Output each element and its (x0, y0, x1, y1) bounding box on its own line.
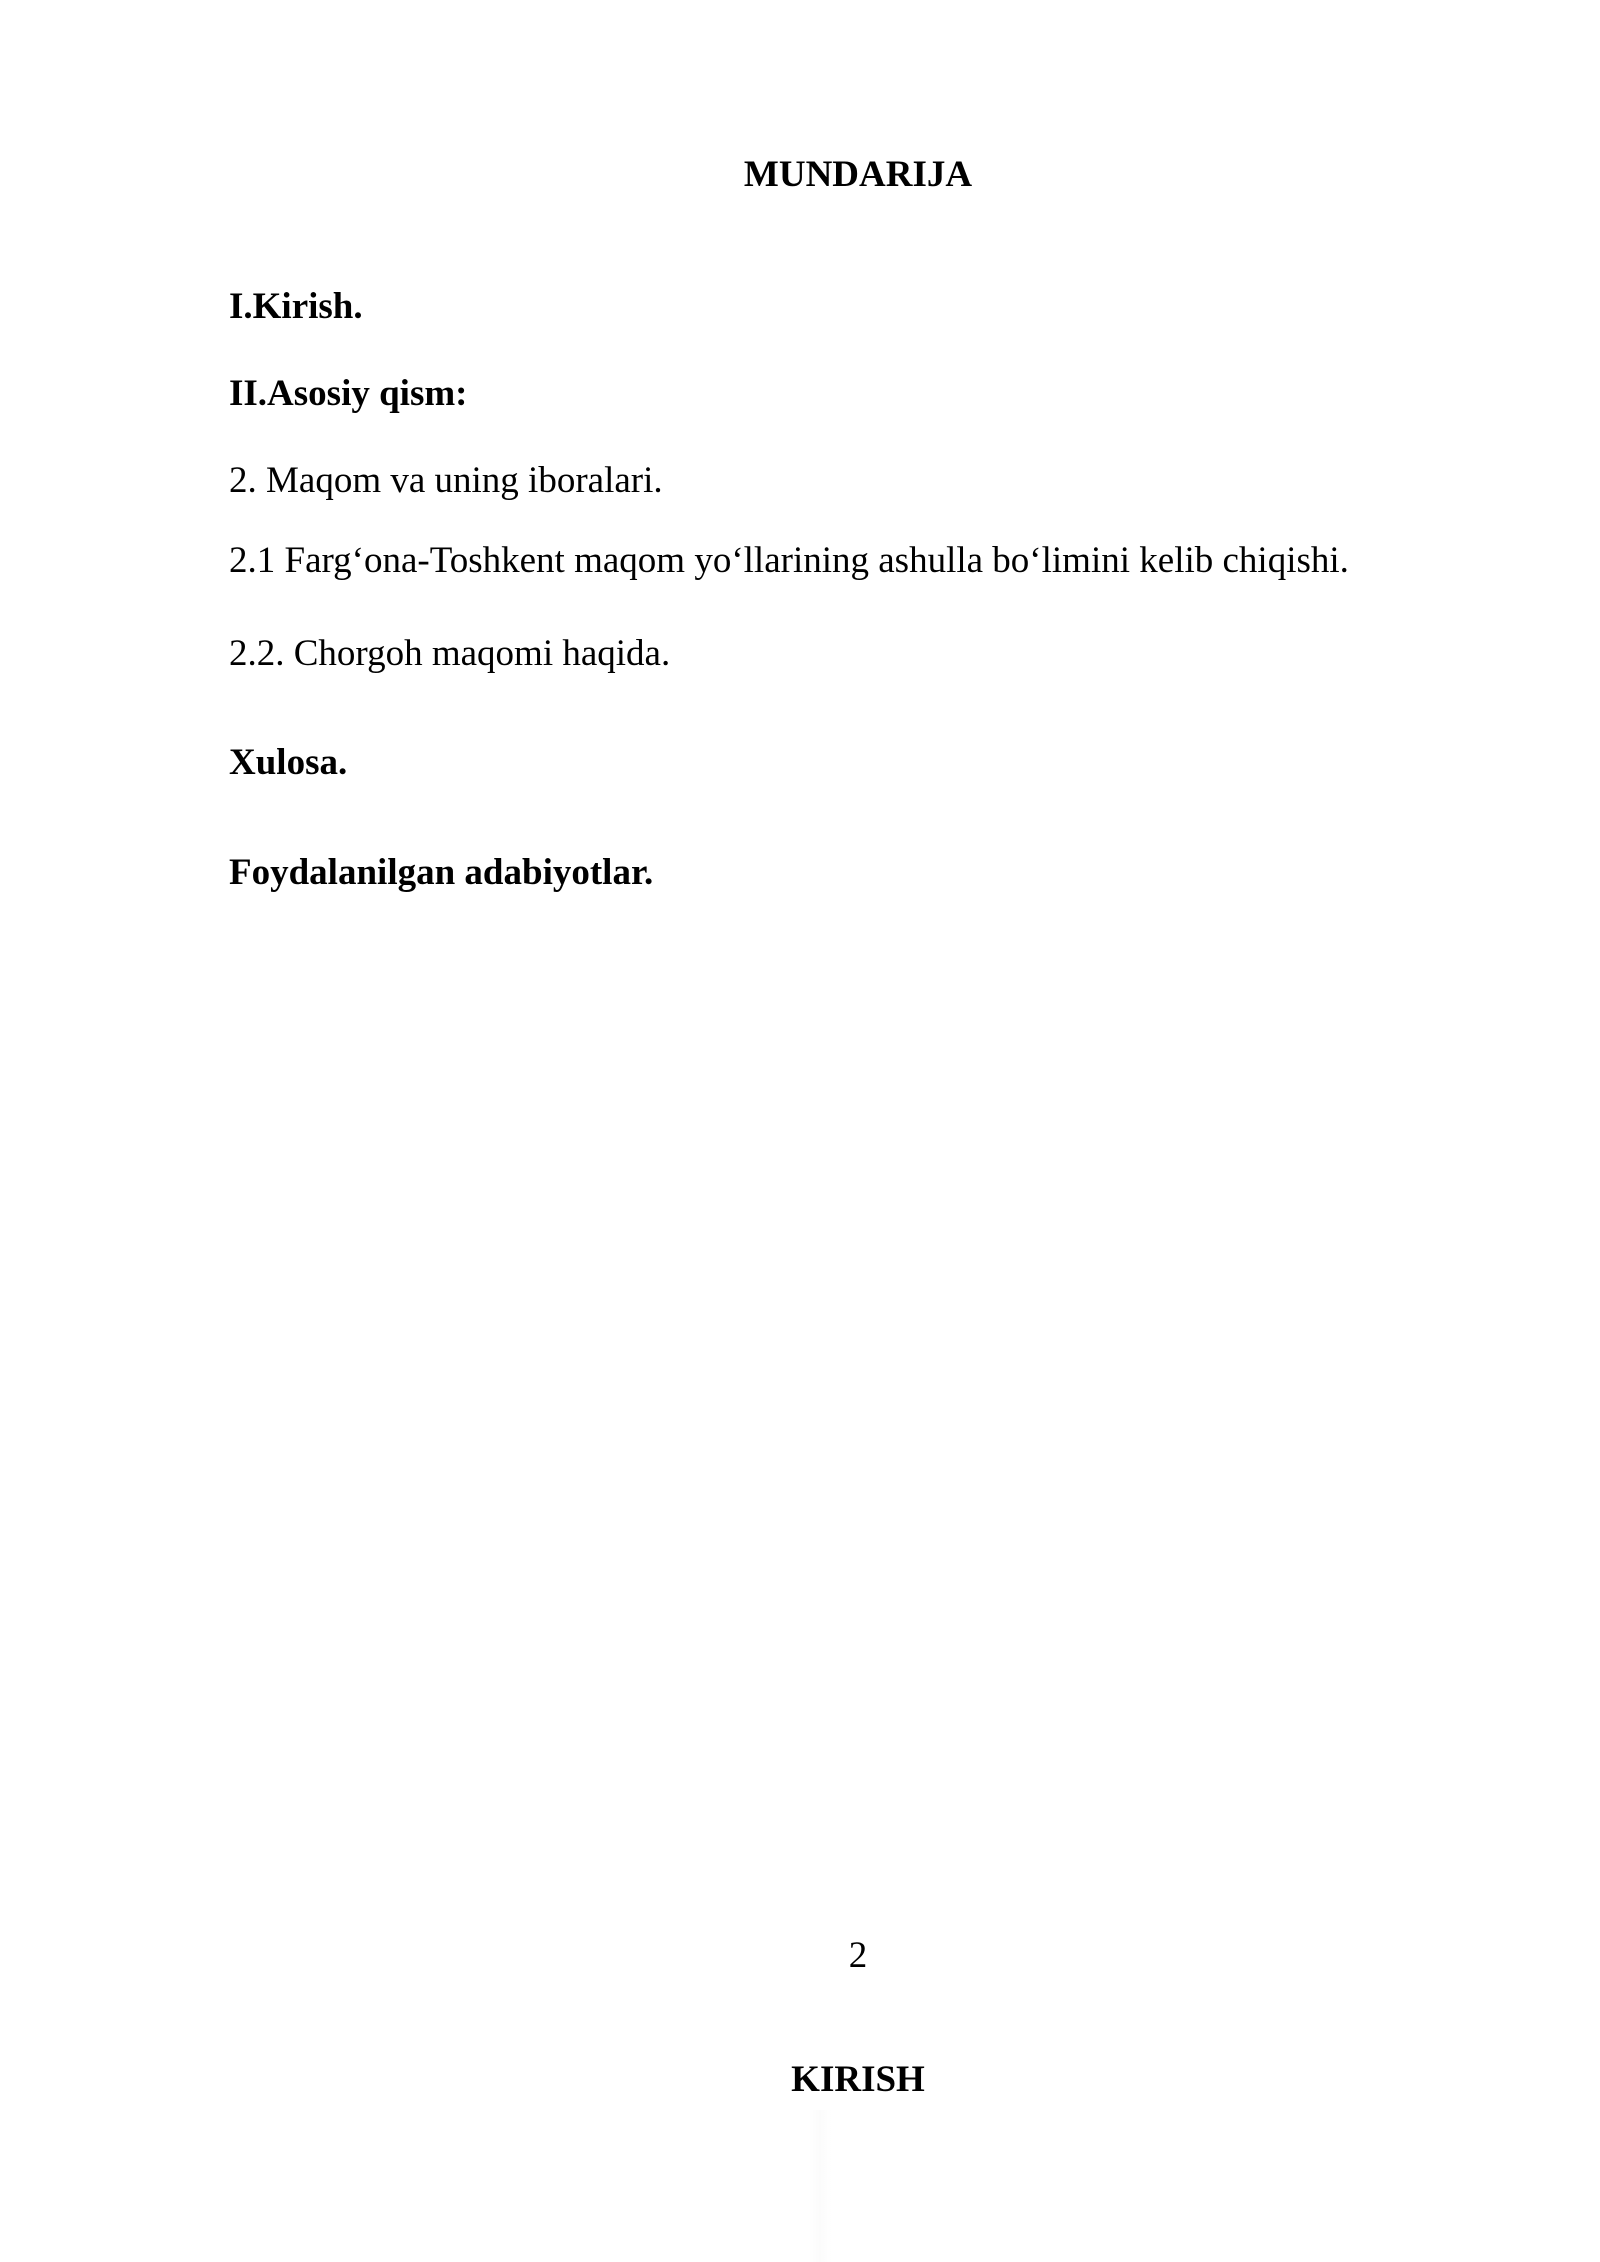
toc-entry-conclusion: Xulosa. (229, 742, 348, 783)
toc-entry-references: Foydalanilgan adabiyotlar. (229, 852, 654, 893)
toc-entry-section-2-1: 2.1 Farg‘ona-Toshkent maqom yo‘llarining ashulla bo‘limini kelib chiqishi. (229, 540, 1349, 581)
toc-entry-main-part: II.Asosiy qism: (229, 373, 468, 414)
page-fold-shadow (808, 2110, 832, 2262)
toc-entry-introduction: I.Kirish. (229, 286, 363, 327)
page-number: 2 (848, 1935, 868, 1976)
next-section-heading: KIRISH (791, 2059, 925, 2100)
toc-entry-section-2: 2. Maqom va uning iboralari. (229, 460, 663, 501)
toc-entry-section-2-2: 2.2. Chorgoh maqomi haqida. (229, 633, 671, 674)
page-title: MUNDARIJA (743, 154, 973, 195)
